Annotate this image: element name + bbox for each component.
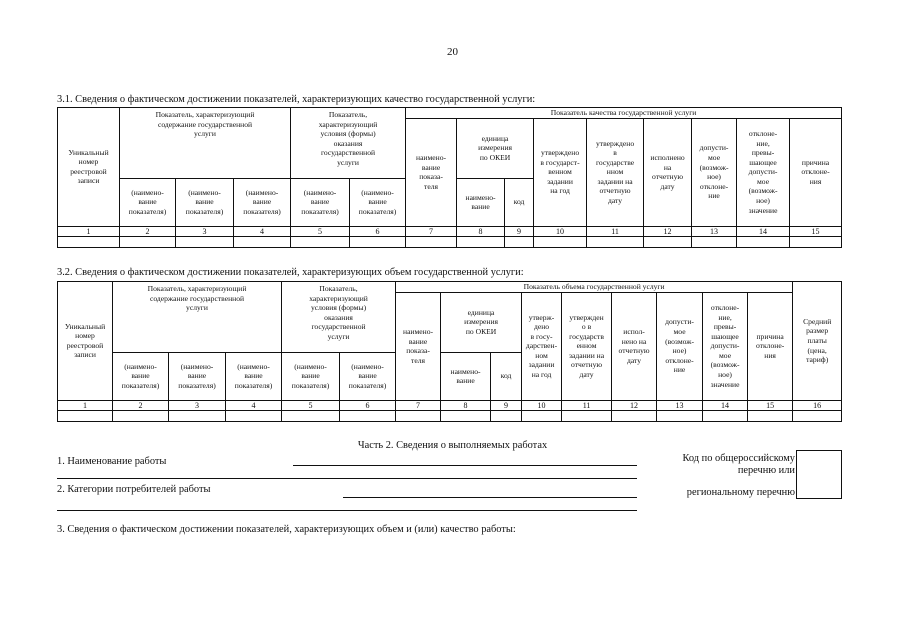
- code-label-3: региональному перечню: [686, 487, 795, 498]
- column-number: 9: [505, 226, 534, 236]
- col-deviation-reason: причина отклоне- ния: [790, 118, 842, 226]
- work-name-line: [293, 465, 637, 466]
- sub-col-name: (наимено- вание показателя): [282, 352, 340, 400]
- column-number: 14: [703, 400, 748, 410]
- table-row: [58, 410, 842, 421]
- column-number: 15: [748, 400, 793, 410]
- table-cell: [562, 410, 612, 421]
- column-number: 8: [457, 226, 505, 236]
- table-cell: [692, 236, 737, 247]
- table-cell: [612, 410, 657, 421]
- column-number: 11: [562, 400, 612, 410]
- column-number: 7: [396, 400, 441, 410]
- sub-col-name: (наимено- вание показателя): [176, 178, 234, 226]
- column-number: 10: [522, 400, 562, 410]
- column-number: 2: [113, 400, 169, 410]
- sub-col-name: (наимено- вание показателя): [226, 352, 282, 400]
- column-number: 12: [644, 226, 692, 236]
- work-name-line-2: [57, 478, 637, 479]
- col-approved-year: утверждено в государст- венном задании на год: [534, 118, 587, 226]
- table-cell: [644, 236, 692, 247]
- registry-code-box: [796, 450, 842, 499]
- column-number: 8: [441, 400, 491, 410]
- col-indicator-name: наимено- вание показа- теля: [406, 118, 457, 226]
- table-cell: [522, 410, 562, 421]
- section-3-1-title: 3.1. Сведения о фактическом достижении показателей, характеризующих качество государственной услуги:: [57, 94, 536, 105]
- table-cell: [457, 236, 505, 247]
- table-cell: [291, 236, 350, 247]
- col-unit-group: единица измерения по ОКЕИ: [457, 118, 534, 178]
- table-cell: [350, 236, 406, 247]
- column-number: 13: [657, 400, 703, 410]
- col-conditions-indicator: Показатель, характеризующий условия (формы) оказания государственной услуги: [282, 282, 396, 353]
- sub-col-name: (наимено- вание показателя): [120, 178, 176, 226]
- consumers-line: [343, 497, 637, 498]
- table-cell: [505, 236, 534, 247]
- sub-col-unit-code: код: [491, 352, 522, 400]
- col-unique-number: Уникальный номер реестровой записи: [58, 108, 120, 227]
- table-cell: [748, 410, 793, 421]
- page-number: 20: [447, 46, 458, 58]
- table-cell: [226, 410, 282, 421]
- col-approved-year: утверж- дено в госу- дарствен- ном задании на год: [522, 292, 562, 400]
- column-number: 14: [737, 226, 790, 236]
- column-number: 7: [406, 226, 457, 236]
- table-cell: [793, 410, 842, 421]
- column-number: 5: [282, 400, 340, 410]
- table-cell: [534, 236, 587, 247]
- col-executed: испол- нено на отчетную дату: [612, 292, 657, 400]
- table-cell: [703, 410, 748, 421]
- column-numbers-row: [58, 226, 842, 236]
- column-number: 9: [491, 400, 522, 410]
- sub-col-name: (наимено- вание показателя): [350, 178, 406, 226]
- table-cell: [657, 410, 703, 421]
- col-indicator-name: наимено- вание показа- теля: [396, 292, 441, 400]
- section-3-title: 3. Сведения о фактическом достижении показателей, характеризующих объем и (или) качество работы:: [57, 524, 516, 535]
- sub-col-name: (наимено- вание показателя): [340, 352, 396, 400]
- column-number: 4: [226, 400, 282, 410]
- col-volume-group: Показатель объема государственной услуги: [396, 282, 793, 293]
- column-numbers-row: [58, 400, 842, 410]
- column-number: 6: [340, 400, 396, 410]
- col-conditions-indicator: Показатель, характеризующий условия (формы) оказания государственной услуги: [291, 108, 406, 179]
- section-3-2-title: 3.2. Сведения о фактическом достижении показателей, характеризующих объем государственной услуги:: [57, 267, 524, 278]
- table-cell: [234, 236, 291, 247]
- col-exceeding-deviation: отклоне- ние, превы- шающее допусти- мое (возмож- ное) значение: [703, 292, 748, 400]
- table-cell: [737, 236, 790, 247]
- column-number: 3: [169, 400, 226, 410]
- column-number: 15: [790, 226, 842, 236]
- col-content-indicator: Показатель, характеризующий содержание государственной услуги: [113, 282, 282, 353]
- code-label-2: перечню или: [737, 465, 795, 476]
- col-deviation-reason: причина отклоне- ния: [748, 292, 793, 400]
- col-unique-number: Уникальный номер реестровой записи: [58, 282, 113, 401]
- col-quality-group: Показатель качества государственной услуги: [406, 108, 842, 119]
- table-cell: [169, 410, 226, 421]
- sub-col-unit-name: наимено- вание: [441, 352, 491, 400]
- consumers-line-2: [57, 510, 637, 511]
- col-exceeding-deviation: отклоне- ние, превы- шающее допусти- мое (возмож- ное) значение: [737, 118, 790, 226]
- col-allowed-deviation: допусти- мое (возмож- ное) отклоне- ние: [692, 118, 737, 226]
- table-row: [58, 236, 842, 247]
- col-unit-group: единица измерения по ОКЕИ: [441, 292, 522, 352]
- col-approved-date: утверждено в государстве нном задании на отчетную дату: [587, 118, 644, 226]
- column-number: 13: [692, 226, 737, 236]
- work-name-label: 1. Наименование работы: [57, 456, 167, 467]
- table-cell: [58, 236, 120, 247]
- table-cell: [340, 410, 396, 421]
- sub-col-name: (наимено- вание показателя): [234, 178, 291, 226]
- column-number: 3: [176, 226, 234, 236]
- col-executed: исполнено на отчетную дату: [644, 118, 692, 226]
- volume-indicators-table: [57, 281, 842, 422]
- sub-col-unit-name: наимено- вание: [457, 178, 505, 226]
- table-cell: [176, 236, 234, 247]
- consumers-label: 2. Категории потребителей работы: [57, 484, 211, 495]
- column-number: 2: [120, 226, 176, 236]
- table-cell: [406, 236, 457, 247]
- table-cell: [441, 410, 491, 421]
- table-cell: [587, 236, 644, 247]
- sub-col-name: (наимено- вание показателя): [169, 352, 226, 400]
- column-number: 10: [534, 226, 587, 236]
- column-number: 16: [793, 400, 842, 410]
- table-cell: [58, 410, 113, 421]
- sub-col-name: (наимено- вание показателя): [291, 178, 350, 226]
- table-cell: [396, 410, 441, 421]
- column-number: 6: [350, 226, 406, 236]
- column-number: 5: [291, 226, 350, 236]
- sub-col-unit-code: код: [505, 178, 534, 226]
- table-cell: [282, 410, 340, 421]
- col-content-indicator: Показатель, характеризующий содержание государственной услуги: [120, 108, 291, 179]
- column-number: 1: [58, 226, 120, 236]
- column-number: 11: [587, 226, 644, 236]
- table-cell: [790, 236, 842, 247]
- table-cell: [120, 236, 176, 247]
- col-approved-date: утвержден о в государств енном задании на отчетную дату: [562, 292, 612, 400]
- table-cell: [113, 410, 169, 421]
- sub-col-name: (наимено- вание показателя): [113, 352, 169, 400]
- column-number: 12: [612, 400, 657, 410]
- table-cell: [491, 410, 522, 421]
- quality-indicators-table: [57, 107, 842, 248]
- part-2-title: Часть 2. Сведения о выполняемых работах: [357, 440, 548, 451]
- col-average-fee: Средний размер платы (цена, тариф): [793, 282, 842, 401]
- column-number: 1: [58, 400, 113, 410]
- code-label-1: Код по общероссийскому: [682, 453, 795, 464]
- col-allowed-deviation: допусти- мое (возмож- ное) отклоне- ние: [657, 292, 703, 400]
- column-number: 4: [234, 226, 291, 236]
